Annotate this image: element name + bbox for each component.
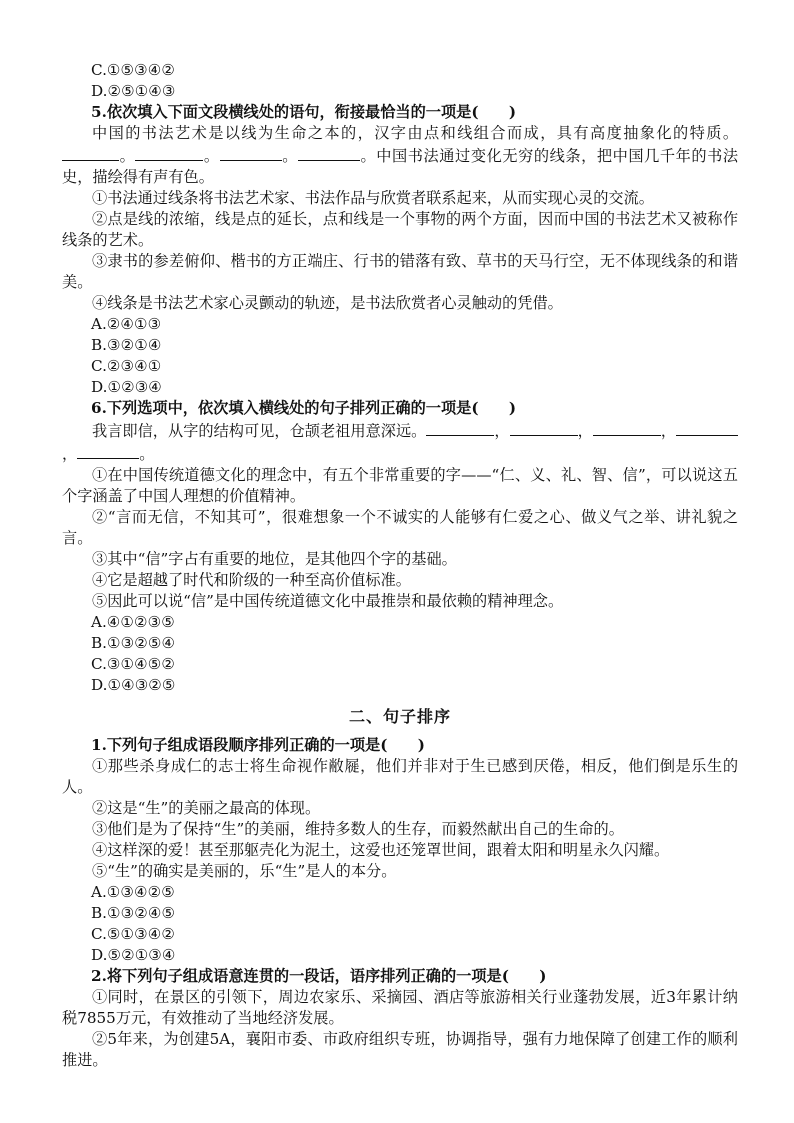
option-c: C.③①④⑤② bbox=[91, 655, 175, 673]
option-b: B.①③②④⑤ bbox=[91, 904, 176, 922]
sentence-item: ①书法通过线条将书法艺术家、书法作品与欣赏者联系起来，从而实现心灵的交流。 bbox=[92, 189, 654, 207]
passage-punct: 。 bbox=[139, 445, 155, 463]
option-b: B.③②①④ bbox=[91, 336, 162, 354]
option-d: D.①④③②⑤ bbox=[91, 676, 176, 694]
option-a: A.①③④②⑤ bbox=[91, 883, 175, 901]
passage-text: 中国的书法艺术是以线为生命之本的，汉字由点和线组合而成，具有高度抽象化的特质。 bbox=[92, 124, 738, 142]
passage-punct: 。 bbox=[281, 147, 298, 165]
option-a: A.④①②③⑤ bbox=[91, 613, 175, 631]
option-a: A.②④①③ bbox=[91, 315, 162, 333]
sentence-item: ④它是超越了时代和阶级的一种至高价值标准。 bbox=[92, 571, 411, 589]
blank-1 bbox=[426, 419, 494, 436]
passage-text: 。中国书法通过变化无穷的线条，把中国几千年的书法 bbox=[359, 147, 739, 165]
blank-2 bbox=[135, 144, 203, 161]
option-b: B.①③②⑤④ bbox=[91, 634, 176, 652]
sentence-item: ④这样深的爱！甚至那躯壳化为泥土，这爱也还笼罩世间，跟着太阳和明星永久闪耀。 bbox=[92, 841, 670, 859]
document-content bbox=[62, 60, 738, 1071]
passage-punct: ， bbox=[660, 422, 677, 440]
blank-5 bbox=[77, 442, 139, 459]
passage-punct: 。 bbox=[203, 147, 220, 165]
option-c: C.②③④① bbox=[91, 357, 162, 375]
option-c: C.⑤①③④② bbox=[91, 925, 175, 943]
sentence-item: ③他们是为了保持“生”的美丽，维持多数人的生存，而毅然献出自己的生命的。 bbox=[92, 820, 624, 838]
passage-punct: ， bbox=[577, 422, 593, 440]
passage-punct: ， bbox=[494, 422, 510, 440]
sentence-item: ⑤因此可以说“信”是中国传统道德文化中最推崇和最依赖的精神理念。 bbox=[92, 592, 564, 610]
sentence-item: ③其中“信”字占有重要的地位，是其他四个字的基础。 bbox=[92, 550, 457, 568]
question-6-title: 6.下列选项中，依次填入横线处的句子排列正确的一项是( ) bbox=[91, 399, 517, 417]
sentence-item: ④线条是书法艺术家心灵颤动的轨迹，是书法欣赏者心灵触动的凭借。 bbox=[92, 294, 563, 312]
sentence-item: ③隶书的参差俯仰、楷书的方正端庄、行书的错落有致、草书的天马行空，无不体现线条的和谐美。 bbox=[62, 252, 738, 291]
blank-1 bbox=[62, 144, 119, 161]
option-d: D.⑤②①③④ bbox=[91, 946, 176, 964]
blank-3 bbox=[220, 144, 282, 161]
passage-text: 史，描绘得有声有色。 bbox=[62, 168, 214, 186]
blank-4 bbox=[676, 419, 738, 436]
passage-punct: 。 bbox=[119, 147, 136, 165]
blank-2 bbox=[510, 419, 578, 436]
question-6-passage bbox=[62, 419, 738, 465]
option-d: D.②⑤①④③ bbox=[91, 82, 176, 100]
option-d: D.①②③④ bbox=[91, 378, 162, 396]
sentence-item: ①在中国传统道德文化的理念中，有五个非常重要的字——“仁、义、礼、智、信”，可以说这五个字涵盖了中国人理想的价值精神。 bbox=[62, 466, 738, 505]
passage-punct: ， bbox=[62, 445, 78, 463]
blank-4 bbox=[298, 144, 360, 161]
option-c: C.①⑤③④② bbox=[91, 61, 175, 79]
question-1-title: 1.下列句子组成语段顺序排列正确的一项是( ) bbox=[91, 736, 425, 754]
sentence-item: ①那些杀身成仁的志士将生命视作敝屣，他们并非对于生已感到厌倦，相反，他们倒是乐生的人。 bbox=[62, 757, 738, 796]
question-2-title: 2.将下列句子组成语意连贯的一段话，语序排列正确的一项是( ) bbox=[91, 967, 547, 985]
sentence-item: ⑤“生”的确实是美丽的，乐“生”是人的本分。 bbox=[92, 862, 397, 880]
section-heading: 二、句子排序 bbox=[348, 707, 451, 726]
sentence-item: ②这是“生”的美丽之最高的体现。 bbox=[92, 799, 321, 817]
question-5-title: 5.依次填入下面文段横线处的语句，衔接最恰当的一项是( ) bbox=[91, 103, 517, 121]
passage-text: 我言即信，从字的结构可见，仓颉老祖用意深远。 bbox=[92, 422, 427, 440]
question-5-passage bbox=[62, 123, 738, 188]
sentence-item: ②点是线的浓缩，线是点的延长，点和线是一个事物的两个方面，因而中国的书法艺术又被称作线条的艺术。 bbox=[62, 210, 738, 249]
sentence-item: ②5年来，为创建5A，襄阳市委、市政府组织专班，协调指导，强有力地保障了创建工作的顺利推进。 bbox=[62, 1030, 738, 1069]
blank-3 bbox=[593, 419, 661, 436]
sentence-item: ②“言而无信，不知其可”，很难想象一个不诚实的人能够有仁爱之心、做义气之举、讲礼貌之言。 bbox=[62, 508, 738, 547]
sentence-item: ①同时，在景区的引领下，周边农家乐、采摘园、酒店等旅游相关行业蓬勃发展，近3年累计纳税7855万元，有效推动了当地经济发展。 bbox=[62, 988, 738, 1027]
